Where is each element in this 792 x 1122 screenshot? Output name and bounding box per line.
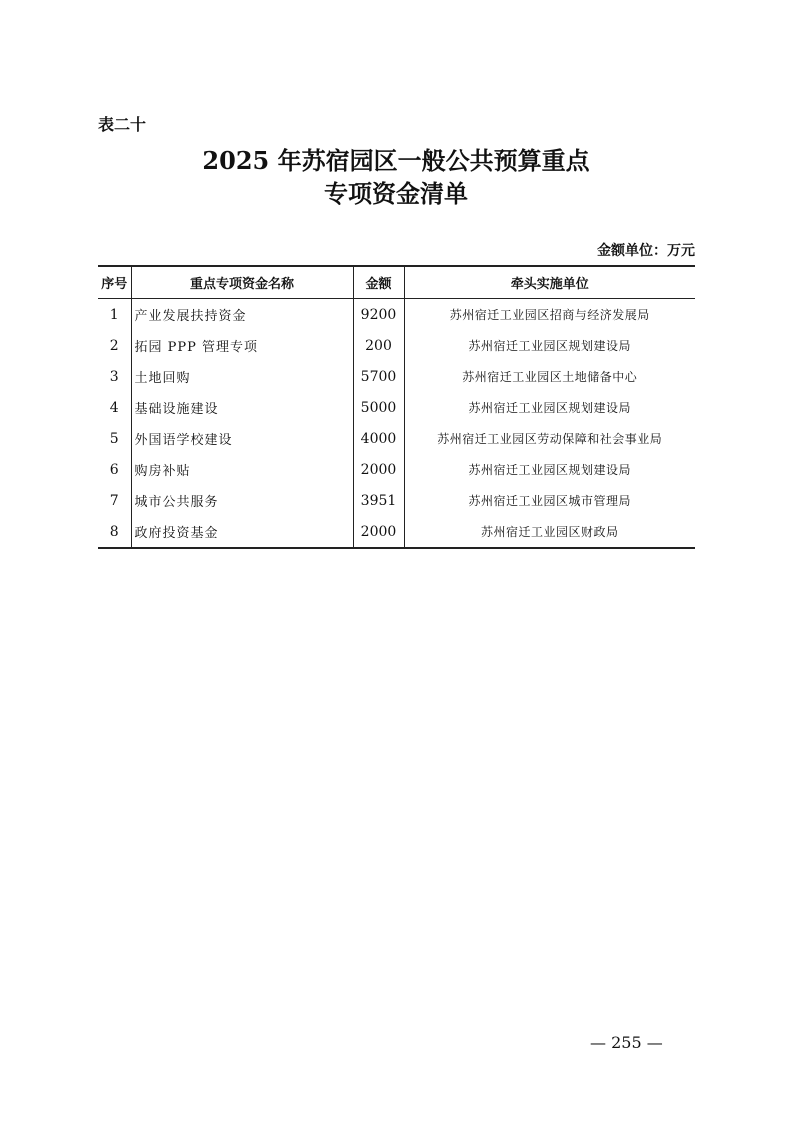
row-amount: 2000: [353, 454, 404, 485]
fund-table: [98, 265, 695, 549]
row-lead-unit: 苏州宿迁工业园区规划建设局: [404, 330, 695, 361]
row-fund-name: 产业发展扶持资金: [131, 299, 353, 331]
table-row: [98, 454, 695, 485]
header-serial: 序号: [101, 277, 128, 292]
table-row: [98, 299, 695, 331]
header-amount: 金额: [353, 266, 404, 299]
row-lead-unit: 苏州宿迁工业园区劳动保障和社会事业局: [404, 423, 695, 454]
row-serial: 2: [109, 337, 119, 354]
row-lead-unit: 苏州宿迁工业园区规划建设局: [404, 392, 695, 423]
table-row: [98, 361, 695, 392]
page-title-line-2: 专项资金清单: [324, 179, 468, 208]
row-amount: 5000: [353, 392, 404, 423]
row-lead-unit: 苏州宿迁工业园区财政局: [404, 516, 695, 548]
row-amount: 4000: [353, 423, 404, 454]
table-label: 表二十: [98, 115, 147, 134]
table-row: [98, 392, 695, 423]
page-title-line-1: 2025 年苏宿园区一般公共预算重点: [202, 146, 590, 175]
row-lead-unit: 苏州宿迁工业园区规划建设局: [404, 454, 695, 485]
table-header-row: [98, 266, 695, 299]
row-serial: 4: [109, 399, 119, 416]
row-amount: 9200: [353, 299, 404, 331]
header-lead-unit: 牵头实施单位: [404, 266, 695, 299]
row-amount: 5700: [353, 361, 404, 392]
table-row: [98, 330, 695, 361]
row-lead-unit: 苏州宿迁工业园区招商与经济发展局: [404, 299, 695, 331]
row-amount: 2000: [353, 516, 404, 548]
row-serial: 7: [109, 492, 119, 509]
row-lead-unit: 苏州宿迁工业园区土地储备中心: [404, 361, 695, 392]
row-fund-name: 政府投资基金: [131, 516, 353, 548]
row-fund-name: 购房补贴: [131, 454, 353, 485]
row-serial: 8: [109, 523, 119, 540]
row-fund-name: 土地回购: [131, 361, 353, 392]
row-fund-name: 拓园 PPP 管理专项: [131, 330, 353, 361]
row-serial: 3: [109, 368, 119, 385]
row-amount: 200: [353, 330, 404, 361]
row-lead-unit: 苏州宿迁工业园区城市管理局: [404, 485, 695, 516]
table-row: [98, 516, 695, 548]
unit-note: 金额单位：万元: [597, 243, 695, 259]
row-serial: 6: [109, 461, 119, 478]
header-fund-name: 重点专项资金名称: [131, 266, 353, 299]
row-serial: 5: [109, 430, 119, 447]
row-fund-name: 外国语学校建设: [131, 423, 353, 454]
table-row: [98, 485, 695, 516]
row-serial: 1: [109, 306, 119, 323]
row-amount: 3951: [353, 485, 404, 516]
table-row: [98, 423, 695, 454]
page-number: — 255 —: [590, 1033, 663, 1052]
row-fund-name: 基础设施建设: [131, 392, 353, 423]
row-fund-name: 城市公共服务: [131, 485, 353, 516]
